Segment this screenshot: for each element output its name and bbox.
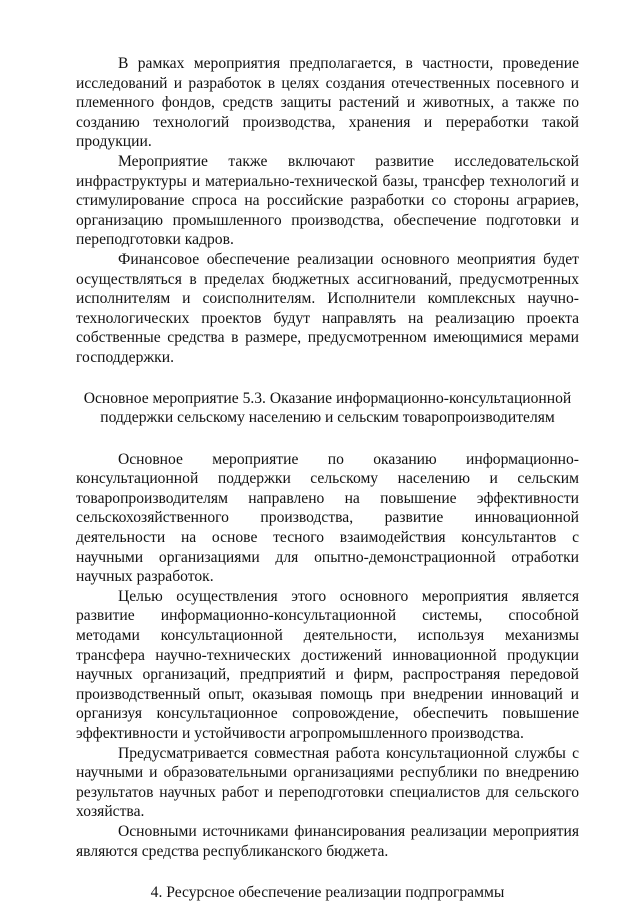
paragraph-goal: Целью осуществления этого основного мероприятия является развитие информационно-консультационной системы, способной методами консультационной деятельности, используя механизмы трансфера научно-технических достижений инновационной продукции научных организаций, предприятий и фирм, распространяя передовой производственный опыт, оказывая помощь при внедрении инноваций и организуя консультационное сопровождение, обеспечить повышение эффективности и устойчивости агропромышленного производства.: [76, 587, 579, 742]
heading-measure-5-3: [76, 389, 579, 428]
paragraph-infrastructure: Мероприятие также включают развитие исследовательской инфраструктуры и материально-технической базы, трансфер технологий и стимулирование спроса на российские разработки со стороны аграриев, организацию промышленного производства, обеспечение подготовки и переподготовки кадров.: [76, 152, 579, 249]
paragraph-consulting-support: Основное мероприятие по оказанию информационно-консультационной поддержки сельскому населению и сельским товаропроизводителям направлено на повышение эффективности сельскохозяйственного производства, развитие инновационной деятельности на основе тесного взаимодействия консультантов с научными организациями для опытно-демонстрационной отработки научных разработок.: [76, 450, 579, 586]
paragraph-funding-sources: Основными источниками финансирования реализации мероприятия являются средства республиканского бюджета.: [76, 822, 579, 860]
spacer: [76, 428, 579, 450]
paragraph-research-development: В рамках мероприятия предполагается, в частности, проведение исследований и разработок в целях создания отечественных посевного и племенного фондов, средств защиты растений и животных, а также по созданию технологий производства, хранения и переработки такой продукции.: [76, 55, 579, 151]
paragraph-financing: Финансовое обеспечение реализации основного меоприятия будет осуществляться в пределах бюджетных ассигнований, предусмотренных исполнителям и соисполнителям. Исполнители комплексных научно-технологических проектов будут направлять на реализацию проекта собственные средства в размере, предусмотренном имеющимися мерами господдержки.: [76, 250, 579, 366]
heading-line-2: поддержки сельскому населению и сельским товаропроизводителям: [100, 409, 555, 427]
heading-line-1: Основное мероприятие 5.3. Оказание информационно-консультационной: [83, 389, 572, 407]
paragraph-cooperation: Предусматривается совместная работа консультационной службы с научными и образовательными организациями республики по внедрению результатов научных работ и переподготовки специалистов для сельского хозяйства.: [76, 744, 579, 821]
document-page: [76, 54, 579, 903]
spacer: [76, 861, 579, 883]
spacer: [76, 368, 579, 389]
section-title-resource-provision: 4. Ресурсное обеспечение реализации подпрограммы: [150, 884, 505, 902]
